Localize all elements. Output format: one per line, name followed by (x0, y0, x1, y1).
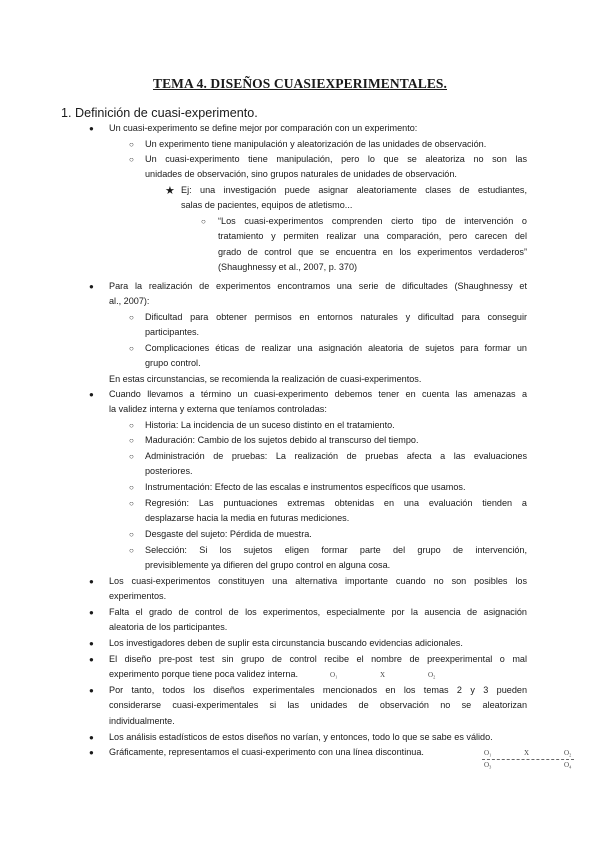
diagram-o1: O₁ (484, 749, 492, 757)
bullet-icon: ● (89, 608, 94, 617)
list-item: Un cuasi-experimento se define mejor por comparación con un experimento: (109, 123, 418, 133)
list-item: al., 2007): (109, 296, 150, 306)
circle-bullet-icon: ○ (129, 436, 134, 445)
list-item: previsiblemente ya difieren del grupo control en alguna cosa. (145, 560, 391, 570)
list-item: Selección: Si los sujetos eligen formar parte del grupo de intervención, (145, 545, 527, 555)
list-item: unidades de observación, sino grupos naturales de unidades de observación. (145, 169, 457, 179)
list-item: desplazarse hacia la media en futuras mediciones. (145, 513, 350, 523)
list-item: Los análisis estadísticos de estos diseños no varían, y entonces, todo lo que se sabe es válido. (109, 732, 493, 742)
list-item: Complicaciones éticas de realizar una asignación aleatoria de sujetos para formar un (145, 343, 527, 353)
circle-bullet-icon: ○ (129, 313, 134, 322)
list-item: Ej: una investigación puede asignar aleatoriamente clases de estudiantes, (181, 185, 527, 195)
list-item: la validez interna y externa que teníamos controladas: (109, 404, 327, 414)
circle-bullet-icon: ○ (129, 155, 134, 164)
diagram-o4: O₄ (564, 761, 572, 769)
circle-bullet-icon: ○ (129, 452, 134, 461)
list-item: individualmente. (109, 716, 175, 726)
list-item: Maduración: Cambio de los sujetos debido al transcurso del tiempo. (145, 435, 419, 445)
list-item: Administración de pruebas: La realización de pruebas afecta a las evaluaciones (145, 451, 527, 461)
bullet-icon: ● (89, 639, 94, 648)
notation-o1: O₁ (330, 671, 338, 679)
section-heading: 1. Definición de cuasi-experimento. (61, 106, 258, 120)
bullet-icon: ● (89, 733, 94, 742)
list-item: aleatoria de los participantes. (109, 622, 228, 632)
circle-bullet-icon: ○ (129, 530, 134, 539)
diagram-o2: O₂ (564, 749, 572, 757)
circle-bullet-icon: ○ (129, 499, 134, 508)
quote-citation: (Shaughnessy et al., 2007, p. 370) (218, 262, 358, 272)
list-item: Gráficamente, representamos el cuasi-experimento con una línea discontinua. (109, 747, 424, 757)
list-item: experimento porque tiene poca validez interna. (109, 669, 299, 679)
diagram-dashed-line (482, 759, 574, 760)
list-item: Un experimento tiene manipulación y aleatorización de las unidades de observación. (145, 139, 487, 149)
circle-bullet-icon: ○ (129, 483, 134, 492)
list-item: Cuando llevamos a término un cuasi-experimento debemos tener en cuenta las amenazas a (109, 389, 527, 399)
list-item: Un cuasi-experimento tiene manipulación, pero lo que se aleatoriza no son las (145, 154, 527, 164)
diagram-x: X (524, 749, 530, 757)
list-item: Desgaste del sujeto: Pérdida de muestra. (145, 529, 312, 539)
circle-bullet-icon: ○ (129, 421, 134, 430)
list-item: Instrumentación: Efecto de las escalas e instrumentos específicos que usamos. (145, 482, 466, 492)
list-item: posteriores. (145, 466, 193, 476)
bullet-icon: ● (89, 686, 94, 695)
list-item: salas de pacientes, equipos de atletismo... (181, 200, 353, 210)
list-item: Los cuasi-experimentos constituyen una alternativa importante cuando no son posibles los (109, 576, 527, 586)
list-item: Por tanto, todos los diseños experimentales mencionados en los temas 2 y 3 pueden (109, 685, 527, 695)
star-bullet-icon: ★ (165, 185, 175, 197)
bullet-icon: ● (89, 282, 94, 291)
quote-line: “Los cuasi-experimentos comprenden cierto tipo de intervención o (218, 216, 527, 226)
list-item: considerarse cuasi-experimentales si las unidades de observación no se aleatorizan (109, 700, 527, 710)
list-item: grupo control. (145, 358, 201, 368)
quote-line: grado de control que se encuentra en los experimentos verdaderos” (218, 247, 527, 257)
notation-x: X (380, 671, 386, 679)
bullet-icon: ● (89, 577, 94, 586)
circle-bullet-icon: ○ (201, 217, 206, 226)
list-item: experimentos. (109, 591, 167, 601)
list-item: Los investigadores deben de suplir esta circunstancia buscando evidencias adicionales. (109, 638, 463, 648)
bullet-icon: ● (89, 655, 94, 664)
page-title: TEMA 4. DISEÑOS CUASIEXPERIMENTALES. (152, 76, 448, 91)
circle-bullet-icon: ○ (129, 140, 134, 149)
bullet-icon: ● (89, 390, 94, 399)
list-item: El diseño pre-post test sin grupo de control recibe el nombre de preexperimental o mal (109, 654, 527, 664)
list-item: Falta el grado de control de los experimentos, especialmente por la ausencia de asignación (109, 607, 527, 617)
list-item: Para la realización de experimentos encontramos una serie de dificultades (Shaughnessy et (109, 281, 527, 291)
list-item: participantes. (145, 327, 200, 337)
bullet-icon: ● (89, 748, 94, 757)
notation-o2: O₂ (428, 671, 436, 679)
list-item: Dificultad para obtener permisos en entornos naturales y dificultad para conseguir (145, 312, 527, 322)
list-item: Historia: La incidencia de un suceso distinto en el tratamiento. (145, 420, 395, 430)
quote-line: tratamiento y permiten realizar una comparación, pero carecen del (218, 231, 527, 241)
circle-bullet-icon: ○ (129, 546, 134, 555)
circle-bullet-icon: ○ (129, 344, 134, 353)
list-item: Regresión: Las puntuaciones extremas obtenidas en una evaluación tienden a (145, 498, 527, 508)
bullet-icon: ● (89, 124, 94, 133)
paragraph: En estas circunstancias, se recomienda la realización de cuasi-experimentos. (109, 374, 422, 384)
diagram-o3: O₃ (484, 761, 492, 769)
